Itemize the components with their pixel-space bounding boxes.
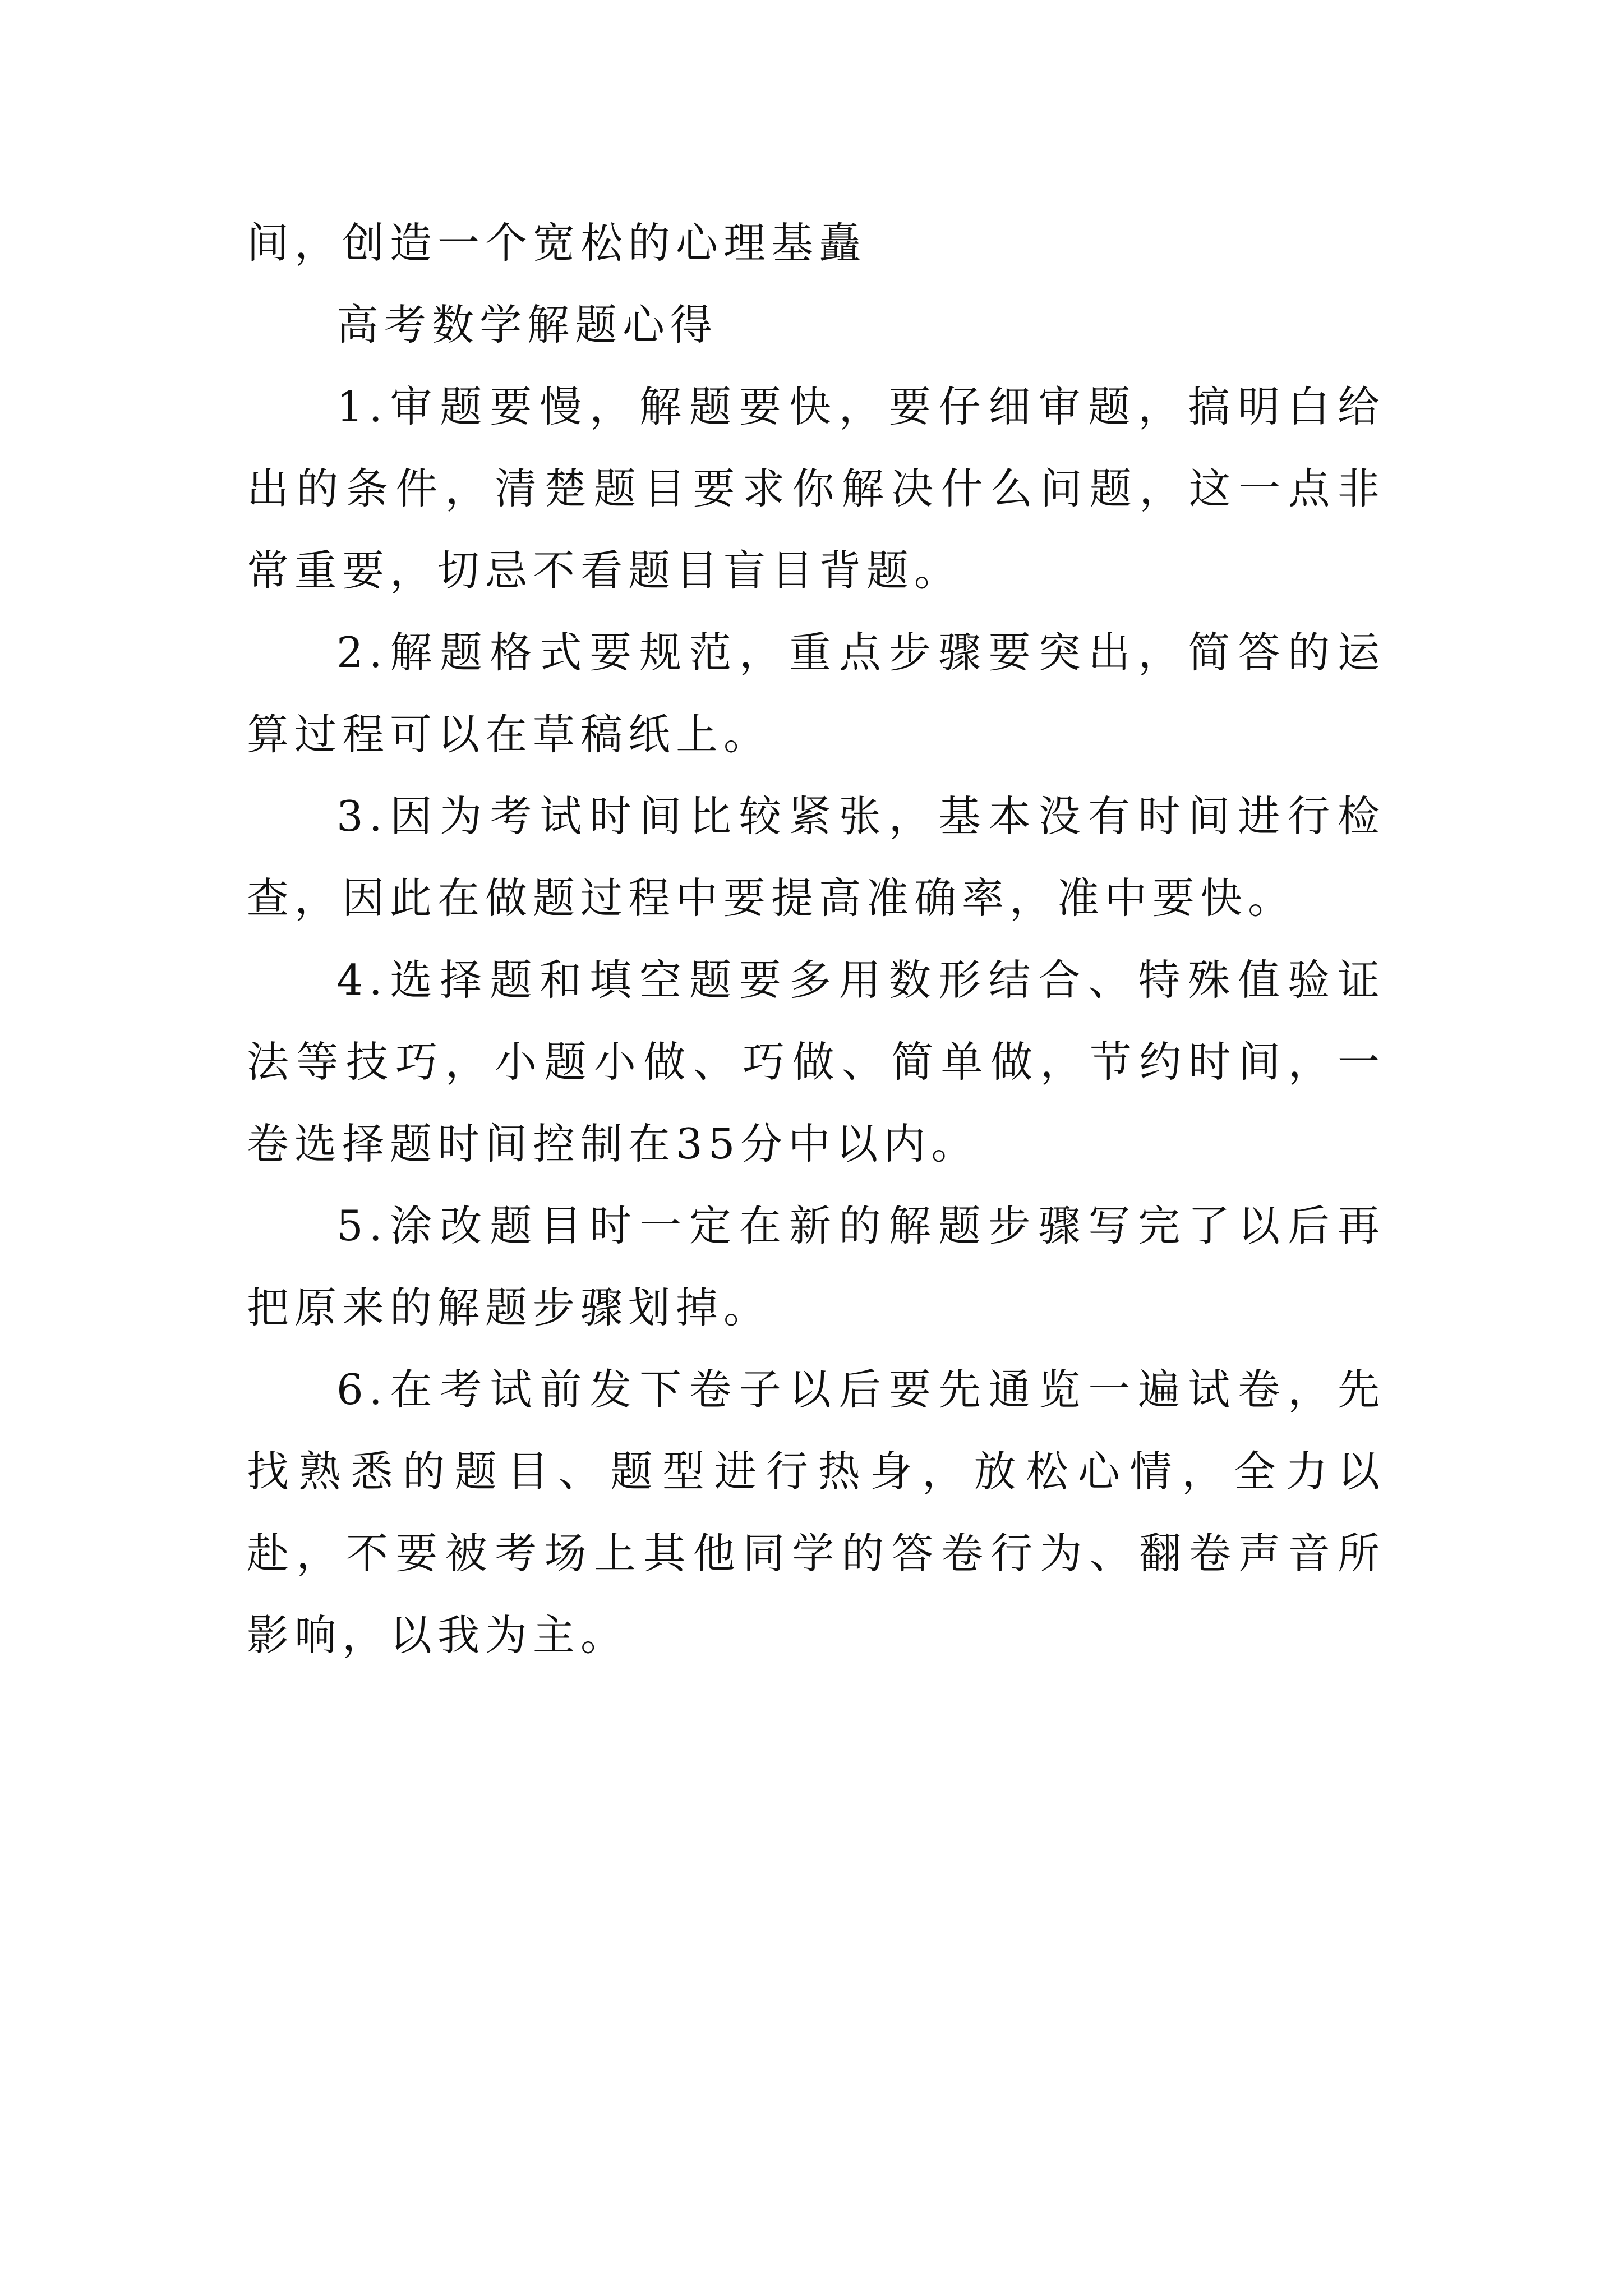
tip-paragraph-6: 6.在考试前发下卷子以后要先通览一遍试卷，先找熟悉的题目、题型进行热身，放松心情，全力以赴，不要被考场上其他同学的答卷行为、翻卷声音所影响，以我为主。 xyxy=(247,1365,1385,1660)
tip-paragraph-3: 3.因为考试时间比较紧张，基本没有时间进行检查，因此在做题过程中要提高准确率，准中要快。 xyxy=(247,792,1385,923)
tip-paragraph-2: 2.解题格式要规范，重点步骤要突出，简答的运算过程可以在草稿纸上。 xyxy=(247,628,1385,759)
section-title: 高考数学解题心得 xyxy=(336,300,718,349)
tip-paragraph-5: 5.涂改题目时一定在新的解题步骤写完了以后再把原来的解题步骤划掉。 xyxy=(247,1201,1385,1332)
document-body xyxy=(247,202,1385,1676)
tip-paragraph-4: 4.选择题和填空题要多用数形结合、特殊值验证法等技巧，小题小做、巧做、简单做，节约时间，一卷选择题时间控制在35分中以内。 xyxy=(247,955,1385,1168)
intro-continuation: 间，创造一个宽松的心理基矗 xyxy=(247,218,867,268)
tip-paragraph-1: 1.审题要慢，解题要快，要仔细审题，搞明白给出的条件，清楚题目要求你解决什么问题，这一点非常重要，切忌不看题目盲目背题。 xyxy=(247,382,1385,595)
